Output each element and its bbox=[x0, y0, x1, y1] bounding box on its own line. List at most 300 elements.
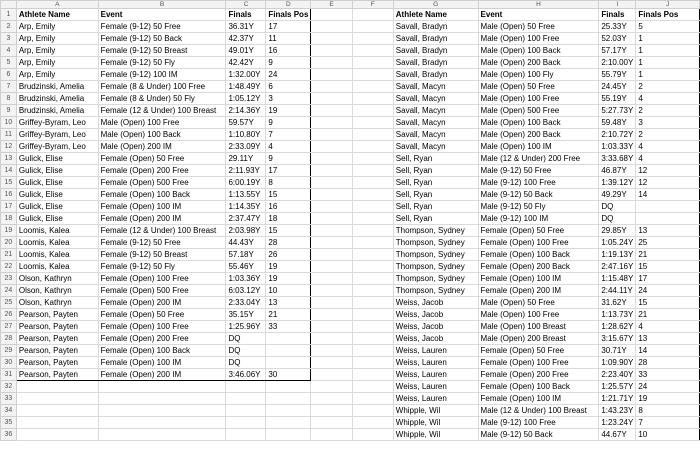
cell[interactable] bbox=[352, 189, 393, 201]
cell[interactable]: Male (12 & Under) 100 Breast bbox=[478, 405, 599, 417]
cell[interactable] bbox=[98, 393, 226, 405]
cell[interactable]: Thompson, Sydney bbox=[393, 225, 478, 237]
cell[interactable]: Male (Open) 100 Back bbox=[98, 129, 226, 141]
cell[interactable]: 5 bbox=[636, 21, 700, 33]
row-header[interactable]: 12 bbox=[1, 141, 17, 153]
cell[interactable]: Male (Open) 100 Fly bbox=[478, 69, 599, 81]
cell[interactable]: 42.37Y bbox=[226, 33, 266, 45]
cell[interactable]: Female (Open) 200 IM bbox=[98, 369, 226, 381]
cell[interactable] bbox=[311, 129, 352, 141]
cell[interactable]: 2 bbox=[636, 105, 700, 117]
cell[interactable]: Arp, Emily bbox=[16, 33, 98, 45]
cell[interactable]: Male (Open) 100 Back bbox=[478, 117, 599, 129]
cell[interactable] bbox=[311, 249, 352, 261]
cell[interactable]: Female (Open) 100 Back bbox=[98, 345, 226, 357]
cell[interactable] bbox=[352, 129, 393, 141]
cell[interactable] bbox=[16, 429, 98, 441]
cell[interactable]: 7 bbox=[266, 129, 311, 141]
cell[interactable]: 59.57Y bbox=[226, 117, 266, 129]
cell[interactable]: 1:14.35Y bbox=[226, 201, 266, 213]
cell[interactable]: Thompson, Sydney bbox=[393, 273, 478, 285]
cell[interactable]: 12 bbox=[636, 177, 700, 189]
row-header[interactable]: 29 bbox=[1, 345, 17, 357]
cell[interactable]: 49.29Y bbox=[599, 189, 636, 201]
cell[interactable]: Female (Open) 100 Free bbox=[98, 273, 226, 285]
cell[interactable]: 1:25.57Y bbox=[599, 381, 636, 393]
cell[interactable]: Gulick, Elise bbox=[16, 201, 98, 213]
row-header[interactable]: 33 bbox=[1, 393, 17, 405]
cell[interactable]: 7 bbox=[636, 417, 700, 429]
cell[interactable] bbox=[352, 33, 393, 45]
cell[interactable] bbox=[311, 297, 352, 309]
cell[interactable]: 2 bbox=[636, 81, 700, 93]
header-cell[interactable]: Athlete Name bbox=[393, 9, 478, 21]
cell[interactable]: 16 bbox=[266, 201, 311, 213]
cell[interactable]: Female (Open) 200 IM bbox=[98, 213, 226, 225]
cell[interactable]: Female (Open) 100 Free bbox=[98, 321, 226, 333]
cell[interactable]: Griffey-Byram, Leo bbox=[16, 117, 98, 129]
cell[interactable] bbox=[311, 177, 352, 189]
header-cell[interactable]: Finals bbox=[599, 9, 636, 21]
cell[interactable]: 2:10.00Y bbox=[599, 57, 636, 69]
cell[interactable]: 44.67Y bbox=[599, 429, 636, 441]
cell[interactable]: Arp, Emily bbox=[16, 57, 98, 69]
cell[interactable] bbox=[352, 69, 393, 81]
cell[interactable] bbox=[352, 117, 393, 129]
cell[interactable]: Weiss, Jacob bbox=[393, 321, 478, 333]
cell[interactable]: 57.17Y bbox=[599, 45, 636, 57]
cell[interactable] bbox=[266, 381, 311, 393]
cell[interactable]: Pearson, Payten bbox=[16, 321, 98, 333]
cell[interactable] bbox=[352, 201, 393, 213]
cell[interactable] bbox=[311, 117, 352, 129]
cell[interactable]: 3:33.68Y bbox=[599, 153, 636, 165]
cell[interactable]: Female (Open) 50 Free bbox=[478, 345, 599, 357]
cell[interactable]: 55.46Y bbox=[226, 261, 266, 273]
cell[interactable] bbox=[226, 405, 266, 417]
cell[interactable]: 12 bbox=[636, 165, 700, 177]
cell[interactable]: 30.71Y bbox=[599, 345, 636, 357]
cell[interactable]: Female (Open) 100 IM bbox=[98, 201, 226, 213]
row-header[interactable]: 19 bbox=[1, 225, 17, 237]
cell[interactable]: Arp, Emily bbox=[16, 45, 98, 57]
cell[interactable]: 15 bbox=[266, 189, 311, 201]
cell[interactable] bbox=[266, 345, 311, 357]
cell[interactable]: 49.01Y bbox=[226, 45, 266, 57]
cell[interactable]: 15 bbox=[266, 225, 311, 237]
cell[interactable]: 29.85Y bbox=[599, 225, 636, 237]
cell[interactable]: 19 bbox=[266, 273, 311, 285]
cell[interactable]: Male (9-12) 100 IM bbox=[478, 213, 599, 225]
cell[interactable]: 6:03.12Y bbox=[226, 285, 266, 297]
cell[interactable] bbox=[352, 141, 393, 153]
select-all-corner[interactable] bbox=[1, 1, 17, 9]
cell[interactable] bbox=[311, 165, 352, 177]
row-header[interactable]: 4 bbox=[1, 45, 17, 57]
cell[interactable]: 2:37.47Y bbox=[226, 213, 266, 225]
cell[interactable]: Olson, Kathryn bbox=[16, 297, 98, 309]
cell[interactable]: DQ bbox=[226, 357, 266, 369]
cell[interactable]: Weiss, Lauren bbox=[393, 381, 478, 393]
cell[interactable]: Thompson, Sydney bbox=[393, 261, 478, 273]
cell[interactable]: Savall, Bradyn bbox=[393, 21, 478, 33]
cell[interactable]: Weiss, Jacob bbox=[393, 297, 478, 309]
cell[interactable] bbox=[352, 249, 393, 261]
cell[interactable] bbox=[311, 9, 352, 21]
cell[interactable]: Weiss, Jacob bbox=[393, 333, 478, 345]
cell[interactable]: Male (9-12) 50 Back bbox=[478, 429, 599, 441]
cell[interactable] bbox=[226, 429, 266, 441]
cell[interactable]: Female (9-12) 50 Back bbox=[98, 33, 226, 45]
cell[interactable] bbox=[352, 165, 393, 177]
cell[interactable]: Savall, Macyn bbox=[393, 117, 478, 129]
cell[interactable] bbox=[311, 33, 352, 45]
cell[interactable]: DQ bbox=[226, 333, 266, 345]
cell[interactable]: Male (Open) 200 Back bbox=[478, 129, 599, 141]
cell[interactable] bbox=[352, 381, 393, 393]
row-header[interactable]: 24 bbox=[1, 285, 17, 297]
cell[interactable]: Female (Open) 200 Free bbox=[98, 165, 226, 177]
cell[interactable]: Female (Open) 100 Free bbox=[478, 237, 599, 249]
row-header[interactable]: 9 bbox=[1, 105, 17, 117]
cell[interactable]: DQ bbox=[599, 213, 636, 225]
cell[interactable]: DQ bbox=[599, 201, 636, 213]
cell[interactable] bbox=[266, 333, 311, 345]
cell[interactable]: 30 bbox=[266, 369, 311, 381]
cell[interactable] bbox=[352, 261, 393, 273]
cell[interactable]: Savall, Macyn bbox=[393, 129, 478, 141]
cell[interactable]: Savall, Bradyn bbox=[393, 69, 478, 81]
cell[interactable]: 14 bbox=[636, 345, 700, 357]
column-header-h[interactable]: H bbox=[478, 1, 599, 9]
cell[interactable]: 1:13.55Y bbox=[226, 189, 266, 201]
cell[interactable]: 2 bbox=[636, 129, 700, 141]
cell[interactable]: 1:10.80Y bbox=[226, 129, 266, 141]
cell[interactable] bbox=[98, 429, 226, 441]
cell[interactable]: 3 bbox=[636, 117, 700, 129]
cell[interactable]: 13 bbox=[636, 333, 700, 345]
cell[interactable]: Male (Open) 50 Free bbox=[478, 297, 599, 309]
cell[interactable]: 3:15.67Y bbox=[599, 333, 636, 345]
cell[interactable]: Female (9-12) 50 Free bbox=[98, 237, 226, 249]
cell[interactable]: 1:15.48Y bbox=[599, 273, 636, 285]
cell[interactable]: Female (9-12) 50 Fly bbox=[98, 261, 226, 273]
cell[interactable]: 1:13.73Y bbox=[599, 309, 636, 321]
cell[interactable]: Male (Open) 100 Free bbox=[478, 33, 599, 45]
cell[interactable]: Loomis, Kalea bbox=[16, 225, 98, 237]
cell[interactable]: 5:27.73Y bbox=[599, 105, 636, 117]
cell[interactable]: Brudzinski, Amelia bbox=[16, 105, 98, 117]
cell[interactable]: 17 bbox=[636, 273, 700, 285]
row-header[interactable]: 13 bbox=[1, 153, 17, 165]
cell[interactable]: 15 bbox=[636, 261, 700, 273]
cell[interactable]: 19 bbox=[266, 261, 311, 273]
cell[interactable] bbox=[311, 237, 352, 249]
cell[interactable]: 4 bbox=[266, 141, 311, 153]
cell[interactable]: 1:39.12Y bbox=[599, 177, 636, 189]
cell[interactable]: 10 bbox=[636, 429, 700, 441]
column-header-g[interactable]: G bbox=[393, 1, 478, 9]
cell[interactable]: Female (Open) 200 Free bbox=[98, 333, 226, 345]
cell[interactable]: Whipple, Wil bbox=[393, 429, 478, 441]
cell[interactable]: Male (12 & Under) 200 Free bbox=[478, 153, 599, 165]
row-header[interactable]: 20 bbox=[1, 237, 17, 249]
cell[interactable]: 1:05.12Y bbox=[226, 93, 266, 105]
cell[interactable]: 3:46.06Y bbox=[226, 369, 266, 381]
cell[interactable]: Weiss, Lauren bbox=[393, 393, 478, 405]
row-header[interactable]: 31 bbox=[1, 369, 17, 381]
cell[interactable]: Weiss, Lauren bbox=[393, 369, 478, 381]
cell[interactable] bbox=[266, 393, 311, 405]
cell[interactable]: Male (9-12) 100 Free bbox=[478, 177, 599, 189]
header-cell[interactable]: Finals bbox=[226, 9, 266, 21]
cell[interactable]: 6 bbox=[266, 81, 311, 93]
cell[interactable]: 55.79Y bbox=[599, 69, 636, 81]
cell[interactable] bbox=[352, 57, 393, 69]
cell[interactable] bbox=[352, 309, 393, 321]
row-header[interactable]: 14 bbox=[1, 165, 17, 177]
cell[interactable] bbox=[311, 153, 352, 165]
row-header[interactable]: 32 bbox=[1, 381, 17, 393]
cell[interactable] bbox=[311, 93, 352, 105]
cell[interactable] bbox=[352, 297, 393, 309]
cell[interactable]: Female (9-12) 50 Breast bbox=[98, 249, 226, 261]
row-header[interactable]: 21 bbox=[1, 249, 17, 261]
cell[interactable]: 24.45Y bbox=[599, 81, 636, 93]
row-header[interactable]: 35 bbox=[1, 417, 17, 429]
cell[interactable]: 25 bbox=[636, 237, 700, 249]
cell[interactable]: 24 bbox=[636, 381, 700, 393]
row-header[interactable]: 15 bbox=[1, 177, 17, 189]
cell[interactable]: 2:33.04Y bbox=[226, 297, 266, 309]
cell[interactable] bbox=[266, 417, 311, 429]
row-header[interactable]: 7 bbox=[1, 81, 17, 93]
cell[interactable] bbox=[311, 357, 352, 369]
cell[interactable]: Male (Open) 100 Free bbox=[98, 117, 226, 129]
cell[interactable] bbox=[311, 21, 352, 33]
cell[interactable]: 21 bbox=[636, 309, 700, 321]
cell[interactable]: Sell, Ryan bbox=[393, 189, 478, 201]
cell[interactable]: 18 bbox=[266, 213, 311, 225]
cell[interactable]: 42.42Y bbox=[226, 57, 266, 69]
cell[interactable]: 55.19Y bbox=[599, 93, 636, 105]
cell[interactable]: Gulick, Elise bbox=[16, 177, 98, 189]
cell[interactable] bbox=[352, 393, 393, 405]
cell[interactable]: 26 bbox=[266, 249, 311, 261]
cell[interactable]: Gulick, Elise bbox=[16, 165, 98, 177]
cell[interactable]: Female (Open) 200 IM bbox=[98, 297, 226, 309]
cell[interactable]: Male (Open) 100 Free bbox=[478, 309, 599, 321]
cell[interactable]: Savall, Bradyn bbox=[393, 57, 478, 69]
cell[interactable]: Male (Open) 100 IM bbox=[478, 141, 599, 153]
cell[interactable] bbox=[311, 321, 352, 333]
row-header[interactable]: 36 bbox=[1, 429, 17, 441]
cell[interactable]: 1:03.33Y bbox=[599, 141, 636, 153]
cell[interactable]: Sell, Ryan bbox=[393, 153, 478, 165]
cell[interactable]: Female (Open) 100 IM bbox=[478, 273, 599, 285]
cell[interactable]: Male (Open) 200 Breast bbox=[478, 333, 599, 345]
cell[interactable] bbox=[311, 393, 352, 405]
cell[interactable]: 25.33Y bbox=[599, 21, 636, 33]
cell[interactable]: Female (Open) 500 Free bbox=[98, 177, 226, 189]
cell[interactable] bbox=[352, 321, 393, 333]
cell[interactable]: 11 bbox=[266, 33, 311, 45]
cell[interactable]: Female (Open) 200 IM bbox=[478, 285, 599, 297]
cell[interactable]: Female (Open) 50 Free bbox=[98, 309, 226, 321]
cell[interactable]: Female (9-12) 100 IM bbox=[98, 69, 226, 81]
row-header[interactable]: 3 bbox=[1, 33, 17, 45]
cell[interactable]: Pearson, Payten bbox=[16, 333, 98, 345]
cell[interactable]: 17 bbox=[266, 21, 311, 33]
cell[interactable]: Weiss, Jacob bbox=[393, 309, 478, 321]
cell[interactable]: 2:33.09Y bbox=[226, 141, 266, 153]
row-header[interactable]: 1 bbox=[1, 9, 17, 21]
cell[interactable]: Female (Open) 100 IM bbox=[478, 393, 599, 405]
column-header-a[interactable]: A bbox=[16, 1, 98, 9]
cell[interactable]: 36.31Y bbox=[226, 21, 266, 33]
cell[interactable] bbox=[352, 45, 393, 57]
row-header[interactable]: 27 bbox=[1, 321, 17, 333]
cell[interactable] bbox=[636, 213, 700, 225]
cell[interactable] bbox=[352, 405, 393, 417]
cell[interactable]: Gulick, Elise bbox=[16, 153, 98, 165]
cell[interactable]: 1:48.49Y bbox=[226, 81, 266, 93]
cell[interactable] bbox=[311, 333, 352, 345]
column-header-j[interactable]: J bbox=[636, 1, 700, 9]
cell[interactable]: Female (Open) 50 Free bbox=[98, 153, 226, 165]
cell[interactable]: 9 bbox=[266, 57, 311, 69]
cell[interactable]: 1:28.62Y bbox=[599, 321, 636, 333]
row-header[interactable]: 6 bbox=[1, 69, 17, 81]
cell[interactable]: Female (Open) 500 Free bbox=[98, 285, 226, 297]
cell[interactable]: 1:25.96Y bbox=[226, 321, 266, 333]
row-header[interactable]: 26 bbox=[1, 309, 17, 321]
cell[interactable]: 13 bbox=[636, 225, 700, 237]
cell[interactable]: 1:32.00Y bbox=[226, 69, 266, 81]
cell[interactable]: 28 bbox=[636, 357, 700, 369]
cell[interactable]: 8 bbox=[636, 405, 700, 417]
cell[interactable]: 31.62Y bbox=[599, 297, 636, 309]
cell[interactable] bbox=[352, 357, 393, 369]
cell[interactable]: Griffey-Byram, Leo bbox=[16, 141, 98, 153]
cell[interactable]: 2:10.72Y bbox=[599, 129, 636, 141]
cell[interactable]: 16 bbox=[266, 45, 311, 57]
cell[interactable] bbox=[352, 237, 393, 249]
cell[interactable]: Savall, Bradyn bbox=[393, 45, 478, 57]
cell[interactable]: Female (Open) 100 Free bbox=[478, 357, 599, 369]
row-header[interactable]: 18 bbox=[1, 213, 17, 225]
cell[interactable]: 14 bbox=[636, 189, 700, 201]
cell[interactable] bbox=[352, 225, 393, 237]
cell[interactable]: 8 bbox=[266, 177, 311, 189]
row-header[interactable]: 8 bbox=[1, 93, 17, 105]
cell[interactable] bbox=[16, 417, 98, 429]
cell[interactable]: Female (9-12) 50 Free bbox=[98, 21, 226, 33]
cell[interactable]: 21 bbox=[266, 309, 311, 321]
cell[interactable]: 2:23.40Y bbox=[599, 369, 636, 381]
cell[interactable]: 57.18Y bbox=[226, 249, 266, 261]
cell[interactable]: DQ bbox=[226, 345, 266, 357]
cell[interactable]: Female (Open) 100 Back bbox=[478, 249, 599, 261]
cell[interactable]: Male (Open) 100 Free bbox=[478, 93, 599, 105]
cell[interactable] bbox=[311, 69, 352, 81]
cell[interactable] bbox=[311, 261, 352, 273]
cell[interactable] bbox=[266, 357, 311, 369]
cell[interactable]: Male (9-12) 50 Free bbox=[478, 165, 599, 177]
cell[interactable]: 6:00.19Y bbox=[226, 177, 266, 189]
cell[interactable] bbox=[226, 417, 266, 429]
cell[interactable]: Savall, Macyn bbox=[393, 81, 478, 93]
cell[interactable]: Female (8 & Under) 100 Free bbox=[98, 81, 226, 93]
cell[interactable]: 9 bbox=[266, 117, 311, 129]
row-header[interactable]: 10 bbox=[1, 117, 17, 129]
cell[interactable]: 2:14.36Y bbox=[226, 105, 266, 117]
column-header-b[interactable]: B bbox=[98, 1, 226, 9]
cell[interactable] bbox=[352, 93, 393, 105]
cell[interactable] bbox=[311, 369, 352, 381]
row-header[interactable]: 16 bbox=[1, 189, 17, 201]
cell[interactable] bbox=[311, 213, 352, 225]
cell[interactable]: Sell, Ryan bbox=[393, 165, 478, 177]
cell[interactable]: 15 bbox=[636, 297, 700, 309]
cell[interactable]: Male (Open) 200 Back bbox=[478, 57, 599, 69]
cell[interactable]: Thompson, Sydney bbox=[393, 249, 478, 261]
cell[interactable]: Savall, Macyn bbox=[393, 105, 478, 117]
cell[interactable]: 33 bbox=[636, 369, 700, 381]
row-header[interactable]: 11 bbox=[1, 129, 17, 141]
cell[interactable] bbox=[352, 333, 393, 345]
cell[interactable]: 4 bbox=[636, 141, 700, 153]
cell[interactable]: Female (Open) 100 IM bbox=[98, 357, 226, 369]
cell[interactable] bbox=[226, 393, 266, 405]
cell[interactable] bbox=[311, 141, 352, 153]
cell[interactable]: Sell, Ryan bbox=[393, 177, 478, 189]
cell[interactable] bbox=[352, 81, 393, 93]
cell[interactable]: Sell, Ryan bbox=[393, 213, 478, 225]
cell[interactable]: Male (Open) 200 IM bbox=[98, 141, 226, 153]
row-header[interactable]: 2 bbox=[1, 21, 17, 33]
cell[interactable]: 3 bbox=[266, 93, 311, 105]
cell[interactable]: Female (8 & Under) 50 Fly bbox=[98, 93, 226, 105]
cell[interactable]: Male (Open) 100 Breast bbox=[478, 321, 599, 333]
cell[interactable] bbox=[311, 285, 352, 297]
cell[interactable]: Savall, Macyn bbox=[393, 141, 478, 153]
cell[interactable]: 35.15Y bbox=[226, 309, 266, 321]
cell[interactable]: Male (Open) 500 Free bbox=[478, 105, 599, 117]
column-header-f[interactable]: F bbox=[352, 1, 393, 9]
cell[interactable] bbox=[352, 429, 393, 441]
cell[interactable]: 33 bbox=[266, 321, 311, 333]
cell[interactable]: 1 bbox=[636, 45, 700, 57]
cell[interactable] bbox=[311, 429, 352, 441]
cell[interactable]: Female (Open) 100 Back bbox=[478, 381, 599, 393]
cell[interactable]: 46.87Y bbox=[599, 165, 636, 177]
cell[interactable]: Griffey-Byram, Leo bbox=[16, 129, 98, 141]
cell[interactable]: 1:09.90Y bbox=[599, 357, 636, 369]
cell[interactable]: Sell, Ryan bbox=[393, 201, 478, 213]
header-cell[interactable]: Event bbox=[98, 9, 226, 21]
cell[interactable] bbox=[352, 417, 393, 429]
cell[interactable]: Brudzinski, Amelia bbox=[16, 81, 98, 93]
cell[interactable]: 1:19.13Y bbox=[599, 249, 636, 261]
cell[interactable]: 1 bbox=[636, 33, 700, 45]
column-header-e[interactable]: E bbox=[311, 1, 352, 9]
cell[interactable] bbox=[311, 225, 352, 237]
cell[interactable]: Thompson, Sydney bbox=[393, 237, 478, 249]
cell[interactable] bbox=[98, 381, 226, 393]
column-header-c[interactable]: C bbox=[226, 1, 266, 9]
cell[interactable]: Female (Open) 100 Back bbox=[98, 189, 226, 201]
